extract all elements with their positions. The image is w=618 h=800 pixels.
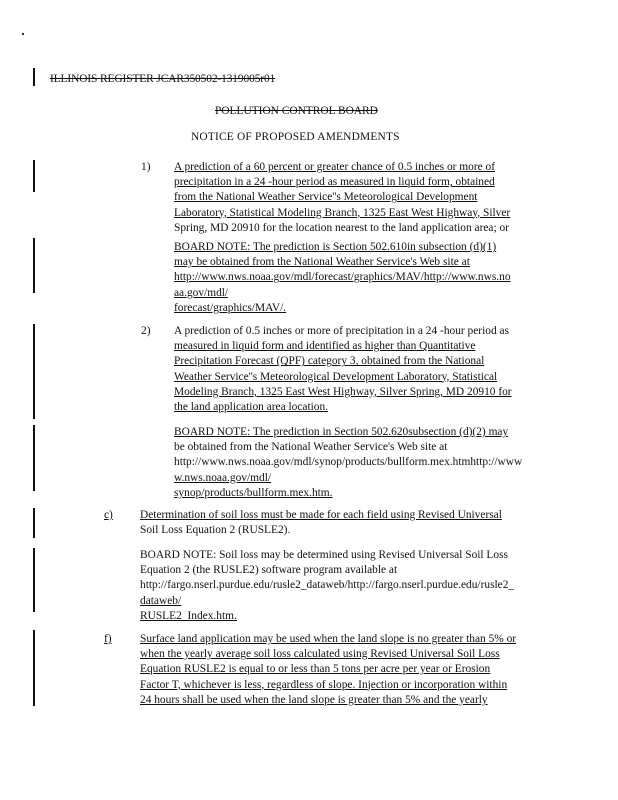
notice-title: NOTICE OF PROPOSED AMENDMENTS: [191, 131, 400, 143]
text-line: Surface land application may be used when the land slope is no greater than 5% or: [140, 633, 517, 645]
revision-bar: [33, 425, 35, 491]
note-link[interactable]: http://www.nws.noaa.gov/mdl/synop/products/bullform.mex.htmhttp://www: [174, 456, 523, 469]
item-1-text: [174, 160, 510, 236]
text-line: Equation RUSLE2 is equal to or less than 5 tons per acre per year or Erosion: [140, 663, 491, 676]
text-line: from the National Weather Service''s Meteorological Development: [174, 191, 478, 204]
item-c-board-note: [140, 548, 514, 624]
note-link[interactable]: forecast/graphics/MAV/.: [174, 301, 287, 314]
item-1-marker: 1): [141, 161, 151, 173]
text-line: the land application area location.: [174, 400, 329, 413]
board-title: POLLUTION CONTROL BOARD: [215, 105, 378, 117]
note-line: be obtained from the National Weather Service's Web site at: [174, 441, 448, 454]
text-line: Weather Service''s Meteorological Development Laboratory, Statistical: [174, 370, 498, 383]
revision-bar: [33, 160, 35, 192]
item-c-text: [140, 508, 502, 538]
item-f-text: [140, 632, 516, 708]
revision-bar: [33, 324, 35, 419]
note-link[interactable]: aa.gov/mdl/: [174, 286, 229, 299]
item-2-board-note: [174, 425, 522, 501]
revision-bar: [33, 548, 35, 612]
text-line: precipitation in a 24 -hour period as measured in liquid form, obtained: [174, 176, 495, 189]
scan-speck: [22, 33, 24, 35]
text-line: 24 hours shall be used when the land slope is greater than 5% and the yearly: [140, 693, 488, 706]
item-2-marker: 2): [141, 325, 151, 337]
text-line: Determination of soil loss must be made for each field using Revised Universal: [140, 509, 502, 521]
revision-bar: [33, 630, 35, 706]
text-line: Modeling Branch, 1325 East West Highway, Silver Spring, MD 20910 for: [174, 385, 512, 398]
text-line: measured in liquid form and identified as higher than Quantitative: [174, 340, 476, 353]
item-f-marker: f): [104, 633, 112, 645]
note-link[interactable]: dataweb/: [140, 594, 182, 607]
item-c-marker: c): [104, 509, 113, 521]
note-line: BOARD NOTE: The prediction is Section 502.610in subsection (d)(1): [174, 241, 497, 253]
item-1-board-note: [174, 240, 511, 316]
note-line: may be obtained from the National Weather Service's Web site at: [174, 256, 470, 269]
text-line: Factor T, whichever is less, regardless of slope. Injection or incorporation within: [140, 678, 508, 691]
note-link[interactable]: RUSLE2_Index.htm.: [140, 609, 237, 622]
revision-bar: [33, 508, 35, 538]
text-line: Spring, MD 20910 for the location nearest to the land application area; or: [174, 221, 509, 234]
note-line: BOARD NOTE: The prediction in Section 502.620subsection (d)(2) may: [174, 426, 509, 438]
text-line: Laboratory, Statistical Modeling Branch, 1325 East West Highway, Silver: [174, 206, 511, 219]
text-line: Soil Loss Equation 2 (RUSLE2).: [140, 524, 291, 537]
item-2-text: [174, 324, 512, 415]
revision-bar: [33, 238, 35, 293]
note-line: BOARD NOTE: Soil loss may be determined using Revised Universal Soil Loss: [140, 549, 508, 561]
revision-bar: [33, 68, 35, 86]
note-link[interactable]: http://fargo.nserl.purdue.edu/rusle2_dataweb/http://fargo.nserl.purdue.edu/rusle2_: [140, 579, 515, 592]
text-line: A prediction of 0.5 inches or more of precipitation in a 24 -hour period as: [174, 325, 509, 337]
note-link[interactable]: w.nws.noaa.gov/mdl/: [174, 471, 272, 484]
note-link[interactable]: http://www.nws.noaa.gov/mdl/forecast/graphics/MAV/http://www.nws.no: [174, 271, 511, 284]
register-header: ILLINOIS REGISTER JCAR350502-1319005r01: [50, 73, 276, 85]
text-line: A prediction of a 60 percent or greater chance of 0.5 inches or more of: [174, 161, 496, 173]
note-line: Equation 2 (the RUSLE2) software program available at: [140, 564, 398, 577]
text-line: Precipitation Forecast (QPF) category 3, obtained from the National: [174, 355, 485, 368]
note-link[interactable]: synop/products/bullform.mex.htm.: [174, 486, 333, 499]
text-line: when the yearly average soil loss calculated using Revised Universal Soil Loss: [140, 648, 500, 661]
